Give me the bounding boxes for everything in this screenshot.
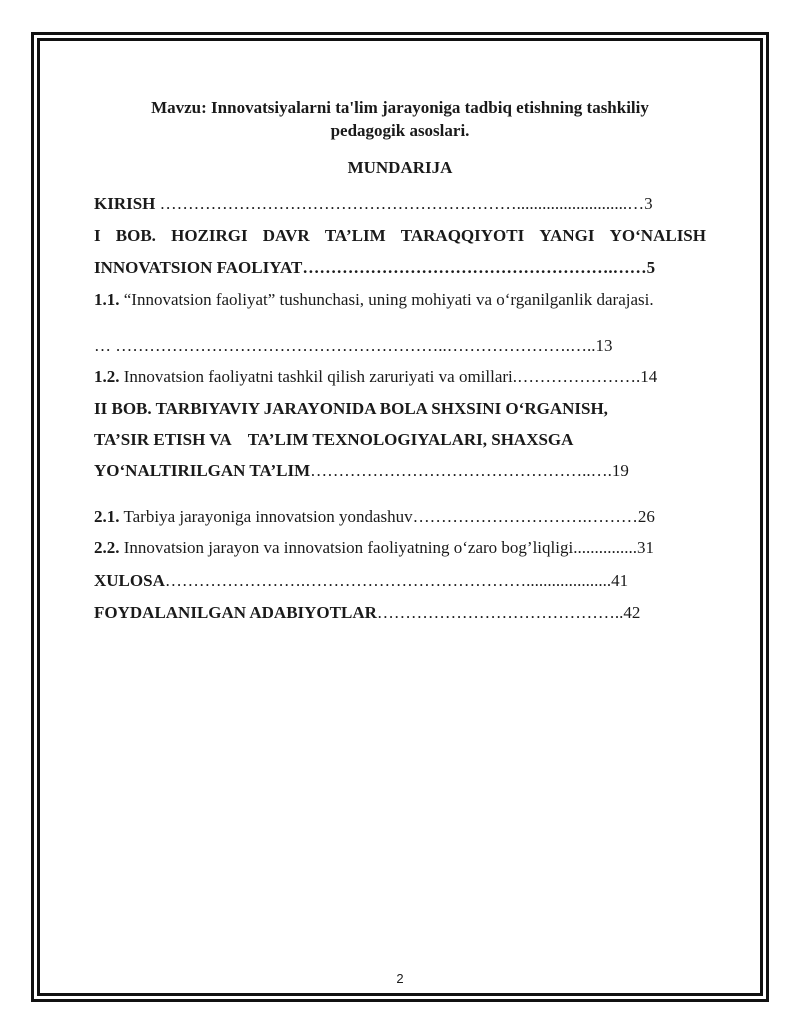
toc-xulosa-label: XULOSA xyxy=(94,571,165,590)
bob1-line2-label: INNOVATSION FAOLIYAT xyxy=(94,258,303,277)
toc-2-1-text: Tarbiya jarayoniga innovatsion yondashuv xyxy=(119,507,413,526)
toc-1-1-page: 13 xyxy=(595,336,613,355)
toc-adabiyot-leader: …………………………………….. xyxy=(376,603,624,622)
bob1-word: BOB. xyxy=(115,226,156,245)
toc-1-1-text: “Innovatsion faoliyat” tushunchasi, uning mohiyati va o‘rganilganlik darajasi. xyxy=(119,290,654,309)
contents-heading: MUNDARIJA xyxy=(347,158,453,177)
page-number: 2 xyxy=(396,971,404,986)
toc-2-1-number: 2.1. xyxy=(94,507,120,526)
toc-xulosa-leader: …………………….………………………………….................... xyxy=(164,571,612,590)
toc-entry-xulosa[interactable] xyxy=(94,571,628,591)
toc-entry-bob1-line1[interactable] xyxy=(94,226,706,246)
bob1-page: 5 xyxy=(646,258,656,277)
toc-adabiyot-page: 42 xyxy=(623,603,641,622)
toc-entry-1-2[interactable] xyxy=(94,367,657,387)
toc-1-2-number: 1.2. xyxy=(94,367,120,386)
bob1-word: YO‘NALISH xyxy=(609,226,706,245)
toc-entry-2-2[interactable] xyxy=(94,538,654,558)
toc-2-2-text: Innovatsion jarayon va innovatsion faoliyatning o‘zaro bog’liqligi xyxy=(119,538,574,557)
bob1-word: DAVR xyxy=(262,226,310,245)
toc-2-2-leader: ............... xyxy=(573,538,637,557)
bob1-word: HOZIRGI xyxy=(171,226,248,245)
toc-1-2-text: Innovatsion faoliyatni tashkil qilish zaruriyati va omillari xyxy=(119,367,513,386)
toc-entry-1-1-leader-line xyxy=(94,336,613,356)
bob2-line1: II BOB. TARBIYAVIY JARAYONIDA BOLA SHXSINI O‘RGANISH, xyxy=(94,399,608,418)
toc-entry-1-1[interactable] xyxy=(94,290,654,310)
bob2-page: 19 xyxy=(611,461,629,480)
bob1-word: TARAQQIYOTI xyxy=(400,226,525,245)
bob1-word: YANGI xyxy=(539,226,595,245)
bob1-word: I xyxy=(94,226,101,245)
toc-entry-bob1-line2[interactable] xyxy=(94,258,655,278)
bob1-leader: ……………………………………………….…… xyxy=(302,258,647,277)
bob1-word: TA’LIM xyxy=(324,226,386,245)
toc-xulosa-page: 41 xyxy=(611,571,629,590)
toc-1-1-number: 1.1. xyxy=(94,290,120,309)
toc-entry-2-1[interactable] xyxy=(94,507,655,527)
toc-entry-bob2-line1[interactable] xyxy=(94,399,608,419)
toc-adabiyot-label: FOYDALANILGAN ADABIYOTLAR xyxy=(94,603,377,622)
toc-kirish-label: KIRISH xyxy=(94,194,156,213)
bob2-line3-label: YO‘NALTIRILGAN TA’LIM xyxy=(94,461,311,480)
title-line-1: Mavzu: Innovatsiyalarni ta'lim jarayoniga tadbiq etishning tashkiliy xyxy=(151,98,649,117)
toc-2-1-leader: ………………………….……… xyxy=(412,507,638,526)
title-line-2: pedagogik asoslari. xyxy=(330,121,470,140)
toc-2-2-page: 31 xyxy=(636,538,654,557)
toc-2-2-number: 2.2. xyxy=(94,538,120,557)
toc-entry-bob2-line3[interactable] xyxy=(94,461,629,481)
toc-1-2-page: 14 xyxy=(640,367,658,386)
toc-entry-bob2-line2[interactable] xyxy=(94,430,573,450)
toc-kirish-page: 3 xyxy=(644,194,653,213)
toc-2-1-page: 26 xyxy=(637,507,655,526)
toc-entry-kirish[interactable] xyxy=(94,194,653,214)
toc-1-2-leader: .…………………. xyxy=(512,367,641,386)
document-title xyxy=(94,96,706,142)
bob2-leader: …………………………………………..…. xyxy=(310,461,612,480)
toc-entry-adabiyotlar[interactable] xyxy=(94,603,640,623)
bob2-line2: TA’SIR ETISH VA TA’LIM TEXNOLOGIYALARI, SHAXSGA xyxy=(94,430,574,449)
toc-kirish-leader: ………………………………………………………..........................… xyxy=(155,194,645,213)
toc-1-1-leader: … …………………………………………………..………………….….. xyxy=(94,336,596,355)
